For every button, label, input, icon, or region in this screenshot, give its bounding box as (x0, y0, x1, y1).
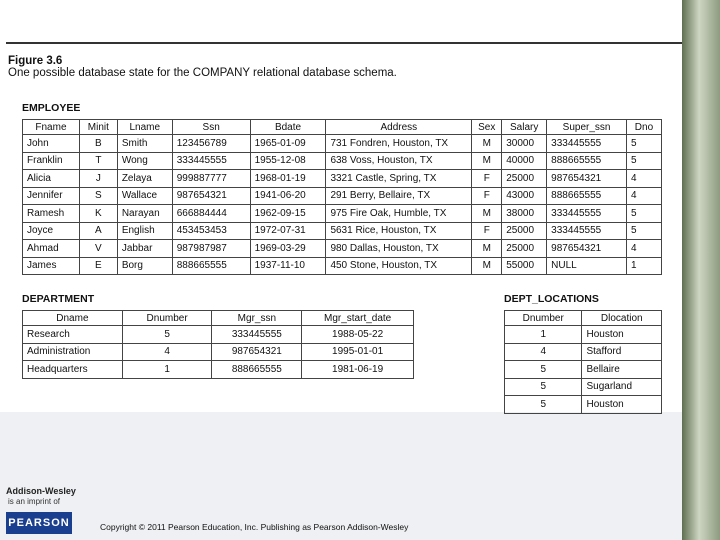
employee-table-cell: 1962-09-15 (250, 205, 326, 223)
copyright-notice: Copyright © 2011 Pearson Education, Inc. Publishing as Pearson Addison-Wesley (100, 522, 409, 532)
employee-col-header: Bdate (250, 120, 326, 135)
employee-table-cell: 888665555 (172, 257, 250, 275)
employee-table-cell: M (472, 152, 502, 170)
department-table-cell: 333445555 (212, 326, 302, 344)
employee-table-cell: 5 (626, 205, 661, 223)
employee-table-cell: 987654321 (547, 240, 627, 258)
employee-col-header: Fname (23, 120, 80, 135)
dept-locations-table-cell: 4 (505, 343, 582, 361)
employee-table-cell: 5631 Rice, Houston, TX (326, 222, 472, 240)
dept-locations-table-cell: Stafford (582, 343, 662, 361)
employee-table-cell: 291 Berry, Bellaire, TX (326, 187, 472, 205)
employee-table-cell: 43000 (502, 187, 547, 205)
employee-table-cell: 3321 Castle, Spring, TX (326, 170, 472, 188)
employee-table-cell: Borg (117, 257, 172, 275)
employee-table-cell: 25000 (502, 222, 547, 240)
employee-col-header: Minit (79, 120, 117, 135)
employee-table-cell: 975 Fire Oak, Humble, TX (326, 205, 472, 223)
figure-title: Figure 3.6 (8, 55, 63, 67)
employee-table-cell: 40000 (502, 152, 547, 170)
employee-table-cell: 30000 (502, 135, 547, 153)
employee-table-cell: 1972-07-31 (250, 222, 326, 240)
department-table-cell: 987654321 (212, 343, 302, 361)
employee-table-row (23, 187, 662, 205)
employee-col-header: Dno (626, 120, 661, 135)
employee-table-cell: 888665555 (547, 187, 627, 205)
department-table-cell: Research (23, 326, 123, 344)
employee-table-cell: 1941-06-20 (250, 187, 326, 205)
employee-table-cell: A (79, 222, 117, 240)
employee-table-cell: F (472, 222, 502, 240)
employee-table-cell: 38000 (502, 205, 547, 223)
department-col-header: Mgr_start_date (302, 311, 414, 326)
employee-table-cell: 999887777 (172, 170, 250, 188)
department-table-cell: 1988-05-22 (302, 326, 414, 344)
employee-table-cell: English (117, 222, 172, 240)
employee-col-header: Sex (472, 120, 502, 135)
employee-table (22, 119, 662, 275)
employee-table-cell: J (79, 170, 117, 188)
employee-table-cell: M (472, 240, 502, 258)
department-table-cell: 5 (122, 326, 212, 344)
footer-panel (0, 412, 682, 540)
employee-header-row (23, 120, 662, 135)
employee-table-cell: 666884444 (172, 205, 250, 223)
employee-table-cell: 638 Voss, Houston, TX (326, 152, 472, 170)
employee-table-row (23, 170, 662, 188)
imprint-text: is an imprint of (8, 497, 61, 506)
employee-table-cell: John (23, 135, 80, 153)
employee-table-cell: 25000 (502, 170, 547, 188)
dept-locations-table-row (505, 396, 662, 414)
dept-locations-col-header: Dlocation (582, 311, 662, 326)
employee-table-cell: B (79, 135, 117, 153)
dept-locations-table-cell: 1 (505, 326, 582, 344)
employee-table-cell: 333445555 (547, 135, 627, 153)
employee-table-cell: 453453453 (172, 222, 250, 240)
employee-table-row (23, 152, 662, 170)
pearson-logo: PEARSON (6, 512, 72, 534)
dept-locations-table-cell: Houston (582, 396, 662, 414)
employee-table-cell: 333445555 (547, 205, 627, 223)
employee-col-header: Address (326, 120, 472, 135)
department-table-row (23, 326, 414, 344)
employee-table-cell: 4 (626, 170, 661, 188)
employee-table-cell: 987654321 (547, 170, 627, 188)
employee-table-cell: Jennifer (23, 187, 80, 205)
dept-locations-table-cell: Bellaire (582, 361, 662, 379)
employee-table-cell: Narayan (117, 205, 172, 223)
employee-table-cell: 731 Fondren, Houston, TX (326, 135, 472, 153)
dept-locations-table-cell: 5 (505, 361, 582, 379)
right-decorative-bar (682, 0, 720, 540)
department-table-cell: Administration (23, 343, 123, 361)
employee-table-cell: 1955-12-08 (250, 152, 326, 170)
department-col-header: Mgr_ssn (212, 311, 302, 326)
department-table-cell: 4 (122, 343, 212, 361)
employee-table-cell: 25000 (502, 240, 547, 258)
dept-locations-col-header: Dnumber (505, 311, 582, 326)
employee-table-cell: 4 (626, 187, 661, 205)
employee-col-header: Ssn (172, 120, 250, 135)
employee-table-cell: Jabbar (117, 240, 172, 258)
employee-table-cell: S (79, 187, 117, 205)
dept-locations-table-row (505, 361, 662, 379)
employee-table-cell: 987654321 (172, 187, 250, 205)
employee-table-cell: 333445555 (172, 152, 250, 170)
employee-table-cell: 888665555 (547, 152, 627, 170)
employee-table-cell: Smith (117, 135, 172, 153)
employee-table-cell: 1968-01-19 (250, 170, 326, 188)
dept-locations-table-cell: 5 (505, 396, 582, 414)
figure-subtitle: One possible database state for the COMPANY relational database schema. (8, 67, 397, 79)
department-col-header: Dnumber (122, 311, 212, 326)
employee-table-row (23, 205, 662, 223)
employee-table-cell: Wong (117, 152, 172, 170)
employee-table-cell: 980 Dallas, Houston, TX (326, 240, 472, 258)
employee-table-cell: 123456789 (172, 135, 250, 153)
employee-table-cell: 5 (626, 222, 661, 240)
department-table-cell: 888665555 (212, 361, 302, 379)
department-table-row (23, 343, 414, 361)
employee-col-header: Salary (502, 120, 547, 135)
employee-table-cell: Alicia (23, 170, 80, 188)
dept-locations-table (504, 310, 662, 414)
dept-locations-table-cell: 5 (505, 378, 582, 396)
employee-table-cell: F (472, 187, 502, 205)
department-col-header: Dname (23, 311, 123, 326)
figure-top-rule (6, 42, 682, 44)
employee-col-header: Lname (117, 120, 172, 135)
department-header-row (23, 311, 414, 326)
employee-table-cell: 987987987 (172, 240, 250, 258)
employee-table-cell: 55000 (502, 257, 547, 275)
dept-locations-table-row (505, 378, 662, 396)
employee-table-cell: Joyce (23, 222, 80, 240)
employee-table-cell: E (79, 257, 117, 275)
employee-table-row (23, 240, 662, 258)
employee-table-cell: 1965-01-09 (250, 135, 326, 153)
department-label: DEPARTMENT (22, 293, 95, 305)
employee-table-cell: 333445555 (547, 222, 627, 240)
department-table-cell: 1 (122, 361, 212, 379)
employee-table-cell: Wallace (117, 187, 172, 205)
employee-table-cell: Franklin (23, 152, 80, 170)
employee-table-cell: K (79, 205, 117, 223)
employee-table-cell: Zelaya (117, 170, 172, 188)
employee-table-cell: 5 (626, 135, 661, 153)
employee-table-cell: M (472, 257, 502, 275)
department-table-row (23, 361, 414, 379)
employee-table-cell: Ahmad (23, 240, 80, 258)
employee-col-header: Super_ssn (547, 120, 627, 135)
employee-table-cell: 1937-11-10 (250, 257, 326, 275)
department-table-cell: 1981-06-19 (302, 361, 414, 379)
employee-table-cell: NULL (547, 257, 627, 275)
department-table-cell: 1995-01-01 (302, 343, 414, 361)
employee-table-row (23, 135, 662, 153)
dept-locations-header-row (505, 311, 662, 326)
employee-table-cell: 450 Stone, Houston, TX (326, 257, 472, 275)
employee-table-cell: M (472, 135, 502, 153)
employee-table-cell: T (79, 152, 117, 170)
employee-table-cell: 1969-03-29 (250, 240, 326, 258)
employee-table-cell: Ramesh (23, 205, 80, 223)
department-table-cell: Headquarters (23, 361, 123, 379)
employee-table-cell: 4 (626, 240, 661, 258)
dept-locations-table-row (505, 326, 662, 344)
employee-table-cell: V (79, 240, 117, 258)
employee-table-row (23, 257, 662, 275)
employee-table-cell: 1 (626, 257, 661, 275)
dept-locations-table-cell: Sugarland (582, 378, 662, 396)
employee-table-cell: F (472, 170, 502, 188)
employee-label: EMPLOYEE (22, 102, 81, 114)
dept-locations-table-row (505, 343, 662, 361)
dept-locations-label: DEPT_LOCATIONS (504, 293, 599, 305)
dept-locations-table-cell: Houston (582, 326, 662, 344)
employee-table-row (23, 222, 662, 240)
department-table (22, 310, 414, 379)
employee-table-cell: M (472, 205, 502, 223)
employee-table-cell: James (23, 257, 80, 275)
addison-wesley-logo: Addison-Wesley (6, 486, 76, 496)
employee-table-cell: 5 (626, 152, 661, 170)
